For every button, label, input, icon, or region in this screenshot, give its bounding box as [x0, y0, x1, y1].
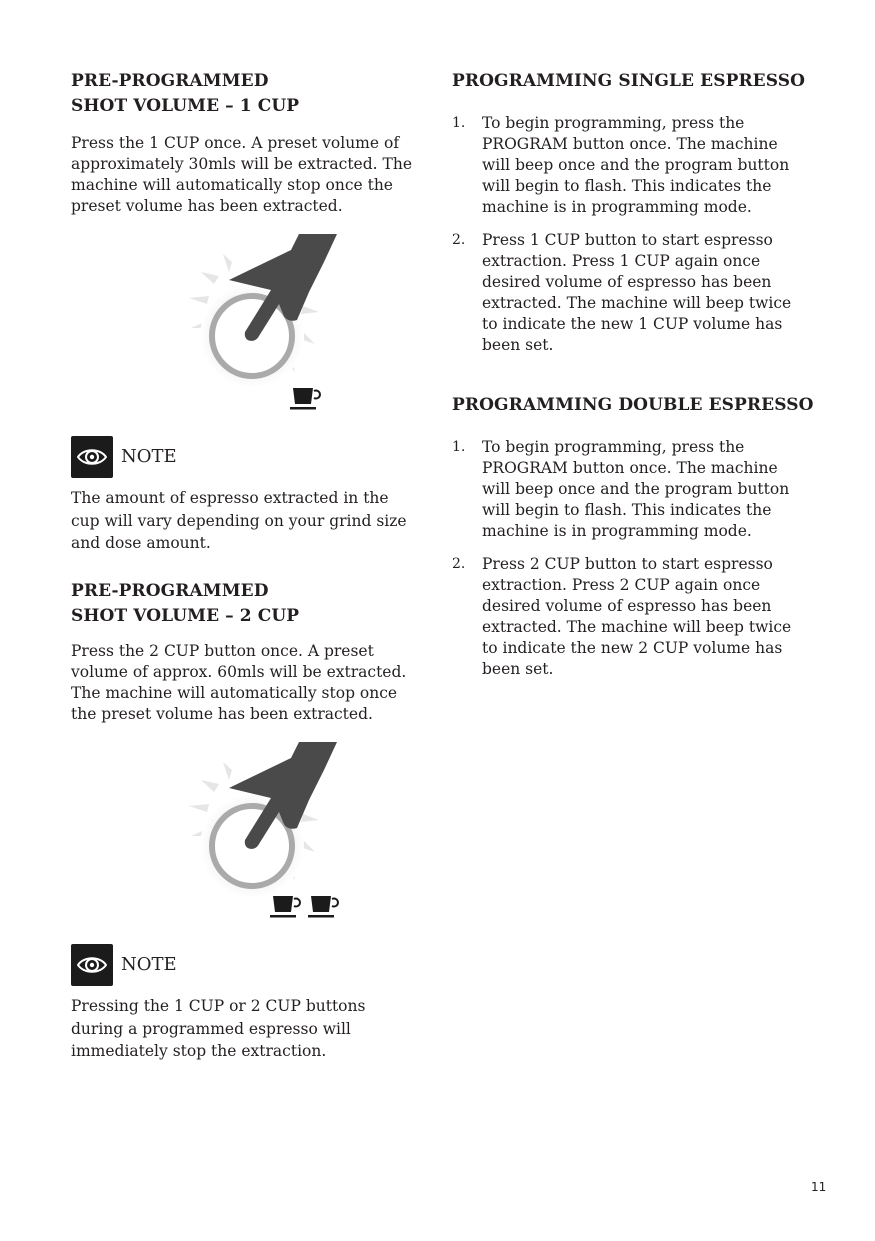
- note-label: NOTE: [121, 954, 177, 975]
- one-cup-button-press-illustration: [159, 232, 339, 412]
- section-heading-2cup: PRE-PROGRAMMED SHOT VOLUME – 2 CUP: [71, 581, 300, 626]
- section-body-2cup: Press the 2 CUP button once. A preset volume of approx. 60mls will be extracted. The machine will automatically stop once the preset volume has been extracted.: [71, 642, 407, 723]
- heading-programming-double: PROGRAMMING DOUBLE ESPRESSO: [452, 395, 814, 415]
- note-badge: [71, 436, 113, 478]
- section-heading-1cup: PRE-PROGRAMMED SHOT VOLUME – 1 CUP: [71, 71, 300, 116]
- note-text-1: The amount of espresso extracted in the cup will vary depending on your grind size and dose amount.: [71, 489, 407, 552]
- eye-icon: [77, 954, 107, 976]
- eye-icon: [77, 446, 107, 468]
- page-number: 11: [811, 1180, 827, 1194]
- list-item: 2. Press 2 CUP button to start espresso extraction. Press 2 CUP again once desired volume of espresso has been extracted. The machine will beep twice to indicate the new 2 CUP volume has been set.: [452, 555, 792, 678]
- list-item: 1. To begin programming, press the PROGRAM button once. The machine will beep once and the program button will begin to flash. This indicates the machine is in programming mode.: [452, 114, 790, 216]
- section-body-1cup: Press the 1 CUP once. A preset volume of approximately 30mls will be extracted. The machine will automatically stop once the preset volume has been extracted.: [71, 134, 412, 215]
- steps-programming-double: [452, 437, 797, 692]
- note-badge: [71, 944, 113, 986]
- note-text-2: Pressing the 1 CUP or 2 CUP buttons during a programmed espresso will immediately stop the extraction.: [71, 997, 366, 1060]
- list-item: 2. Press 1 CUP button to start espresso extraction. Press 1 CUP again once desired volume of espresso has been extracted. The machine will beep twice to indicate the new 1 CUP volume has been set.: [452, 231, 792, 354]
- list-item: 1. To begin programming, press the PROGRAM button once. The machine will beep once and the program button will begin to flash. This indicates the machine is in programming mode.: [452, 438, 790, 540]
- cup-icon: [290, 388, 320, 410]
- note-heading-1: [71, 436, 271, 478]
- two-cup-button-press-illustration: [159, 740, 349, 920]
- note-heading-2: [71, 944, 271, 986]
- two-cups-icon: [270, 896, 338, 918]
- steps-programming-single: [452, 113, 797, 368]
- heading-programming-single: PROGRAMMING SINGLE ESPRESSO: [452, 71, 806, 91]
- note-label: NOTE: [121, 446, 177, 467]
